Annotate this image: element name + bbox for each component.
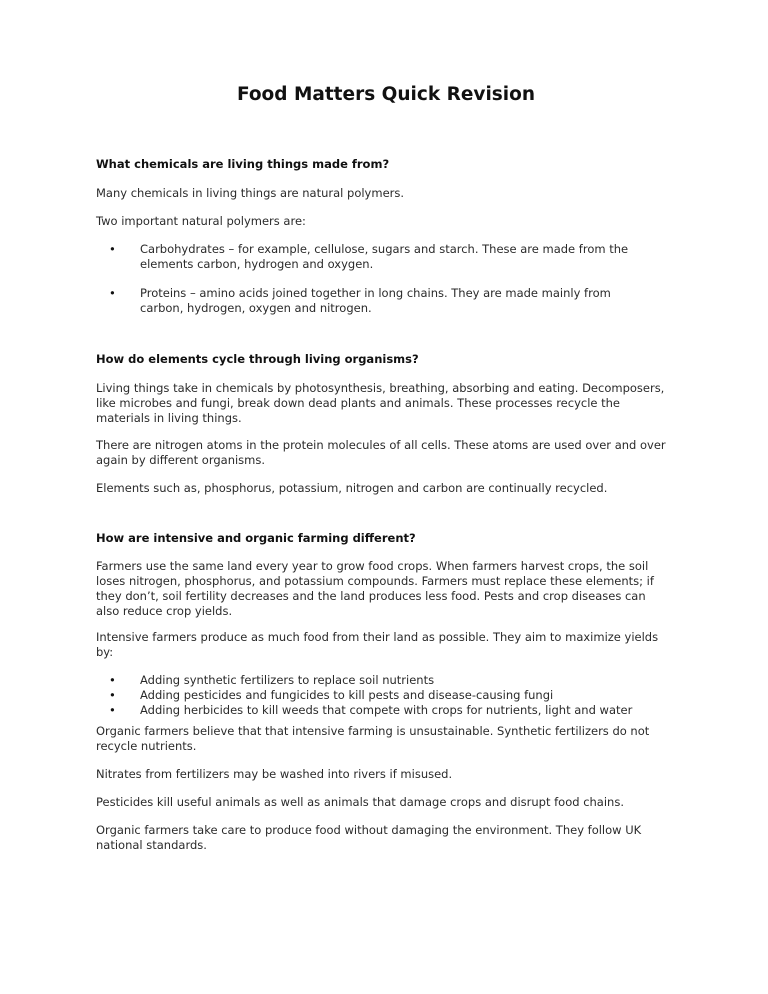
- bullet-icon: •: [109, 673, 116, 687]
- bullet-list: [96, 673, 676, 718]
- paragraph: Organic farmers believe that that intensive farming is unsustainable. Synthetic fertilizers do not recycle nutrients.: [96, 724, 650, 753]
- bullet-icon: •: [109, 286, 116, 300]
- paragraph: There are nitrogen atoms in the protein molecules of all cells. These atoms are used over and over again by different organisms.: [96, 438, 666, 467]
- paragraph: Organic farmers take care to produce food without damaging the environment. They follow UK national standards.: [96, 823, 642, 852]
- section-heading: How do elements cycle through living organisms?: [96, 352, 419, 366]
- section-heading: What chemicals are living things made from?: [96, 157, 390, 171]
- paragraph: Nitrates from fertilizers may be washed into rivers if misused.: [96, 767, 453, 781]
- paragraph: Living things take in chemicals by photosynthesis, breathing, absorbing and eating. Decomposers, like microbes and fungi, break down dead plants and animals. These processes recycle the materials in living things.: [96, 381, 665, 425]
- paragraph: Pesticides kill useful animals as well as animals that damage crops and disrupt food chains.: [96, 795, 624, 809]
- paragraph: Many chemicals in living things are natural polymers.: [96, 186, 405, 200]
- bullet-icon: •: [109, 242, 116, 256]
- list-item: • Adding synthetic fertilizers to replace soil nutrients: [109, 673, 435, 687]
- list-item: • Carbohydrates – for example, cellulose, sugars and starch. These are made from the elements carbon, hydrogen and oxygen.: [109, 242, 629, 271]
- paragraph: Two important natural polymers are:: [96, 214, 306, 228]
- list-item: • Adding pesticides and fungicides to kill pests and disease-causing fungi: [109, 688, 554, 702]
- section-heading: How are intensive and organic farming different?: [96, 531, 416, 545]
- bullet-icon: •: [109, 688, 116, 702]
- paragraph: Intensive farmers produce as much food from their land as possible. They aim to maximize yields by:: [96, 630, 659, 659]
- list-item: • Adding herbicides to kill weeds that compete with crops for nutrients, light and water: [109, 703, 633, 717]
- document-title: Food Matters Quick Revision: [236, 84, 536, 105]
- bullet-icon: •: [109, 703, 116, 717]
- paragraph: Elements such as, phosphorus, potassium, nitrogen and carbon are continually recycled.: [96, 481, 608, 495]
- list-item: • Proteins – amino acids joined together in long chains. They are made mainly from carbon, hydrogen, oxygen and nitrogen.: [109, 286, 611, 315]
- paragraph: Farmers use the same land every year to grow food crops. When farmers harvest crops, the soil loses nitrogen, phosphorus, and potassium compounds. Farmers must replace these elements; if they don’t, soil fertility decreases and the land produces less food. Pests and crop diseases can also reduce crop yields.: [96, 559, 654, 618]
- bullet-list: [96, 242, 656, 316]
